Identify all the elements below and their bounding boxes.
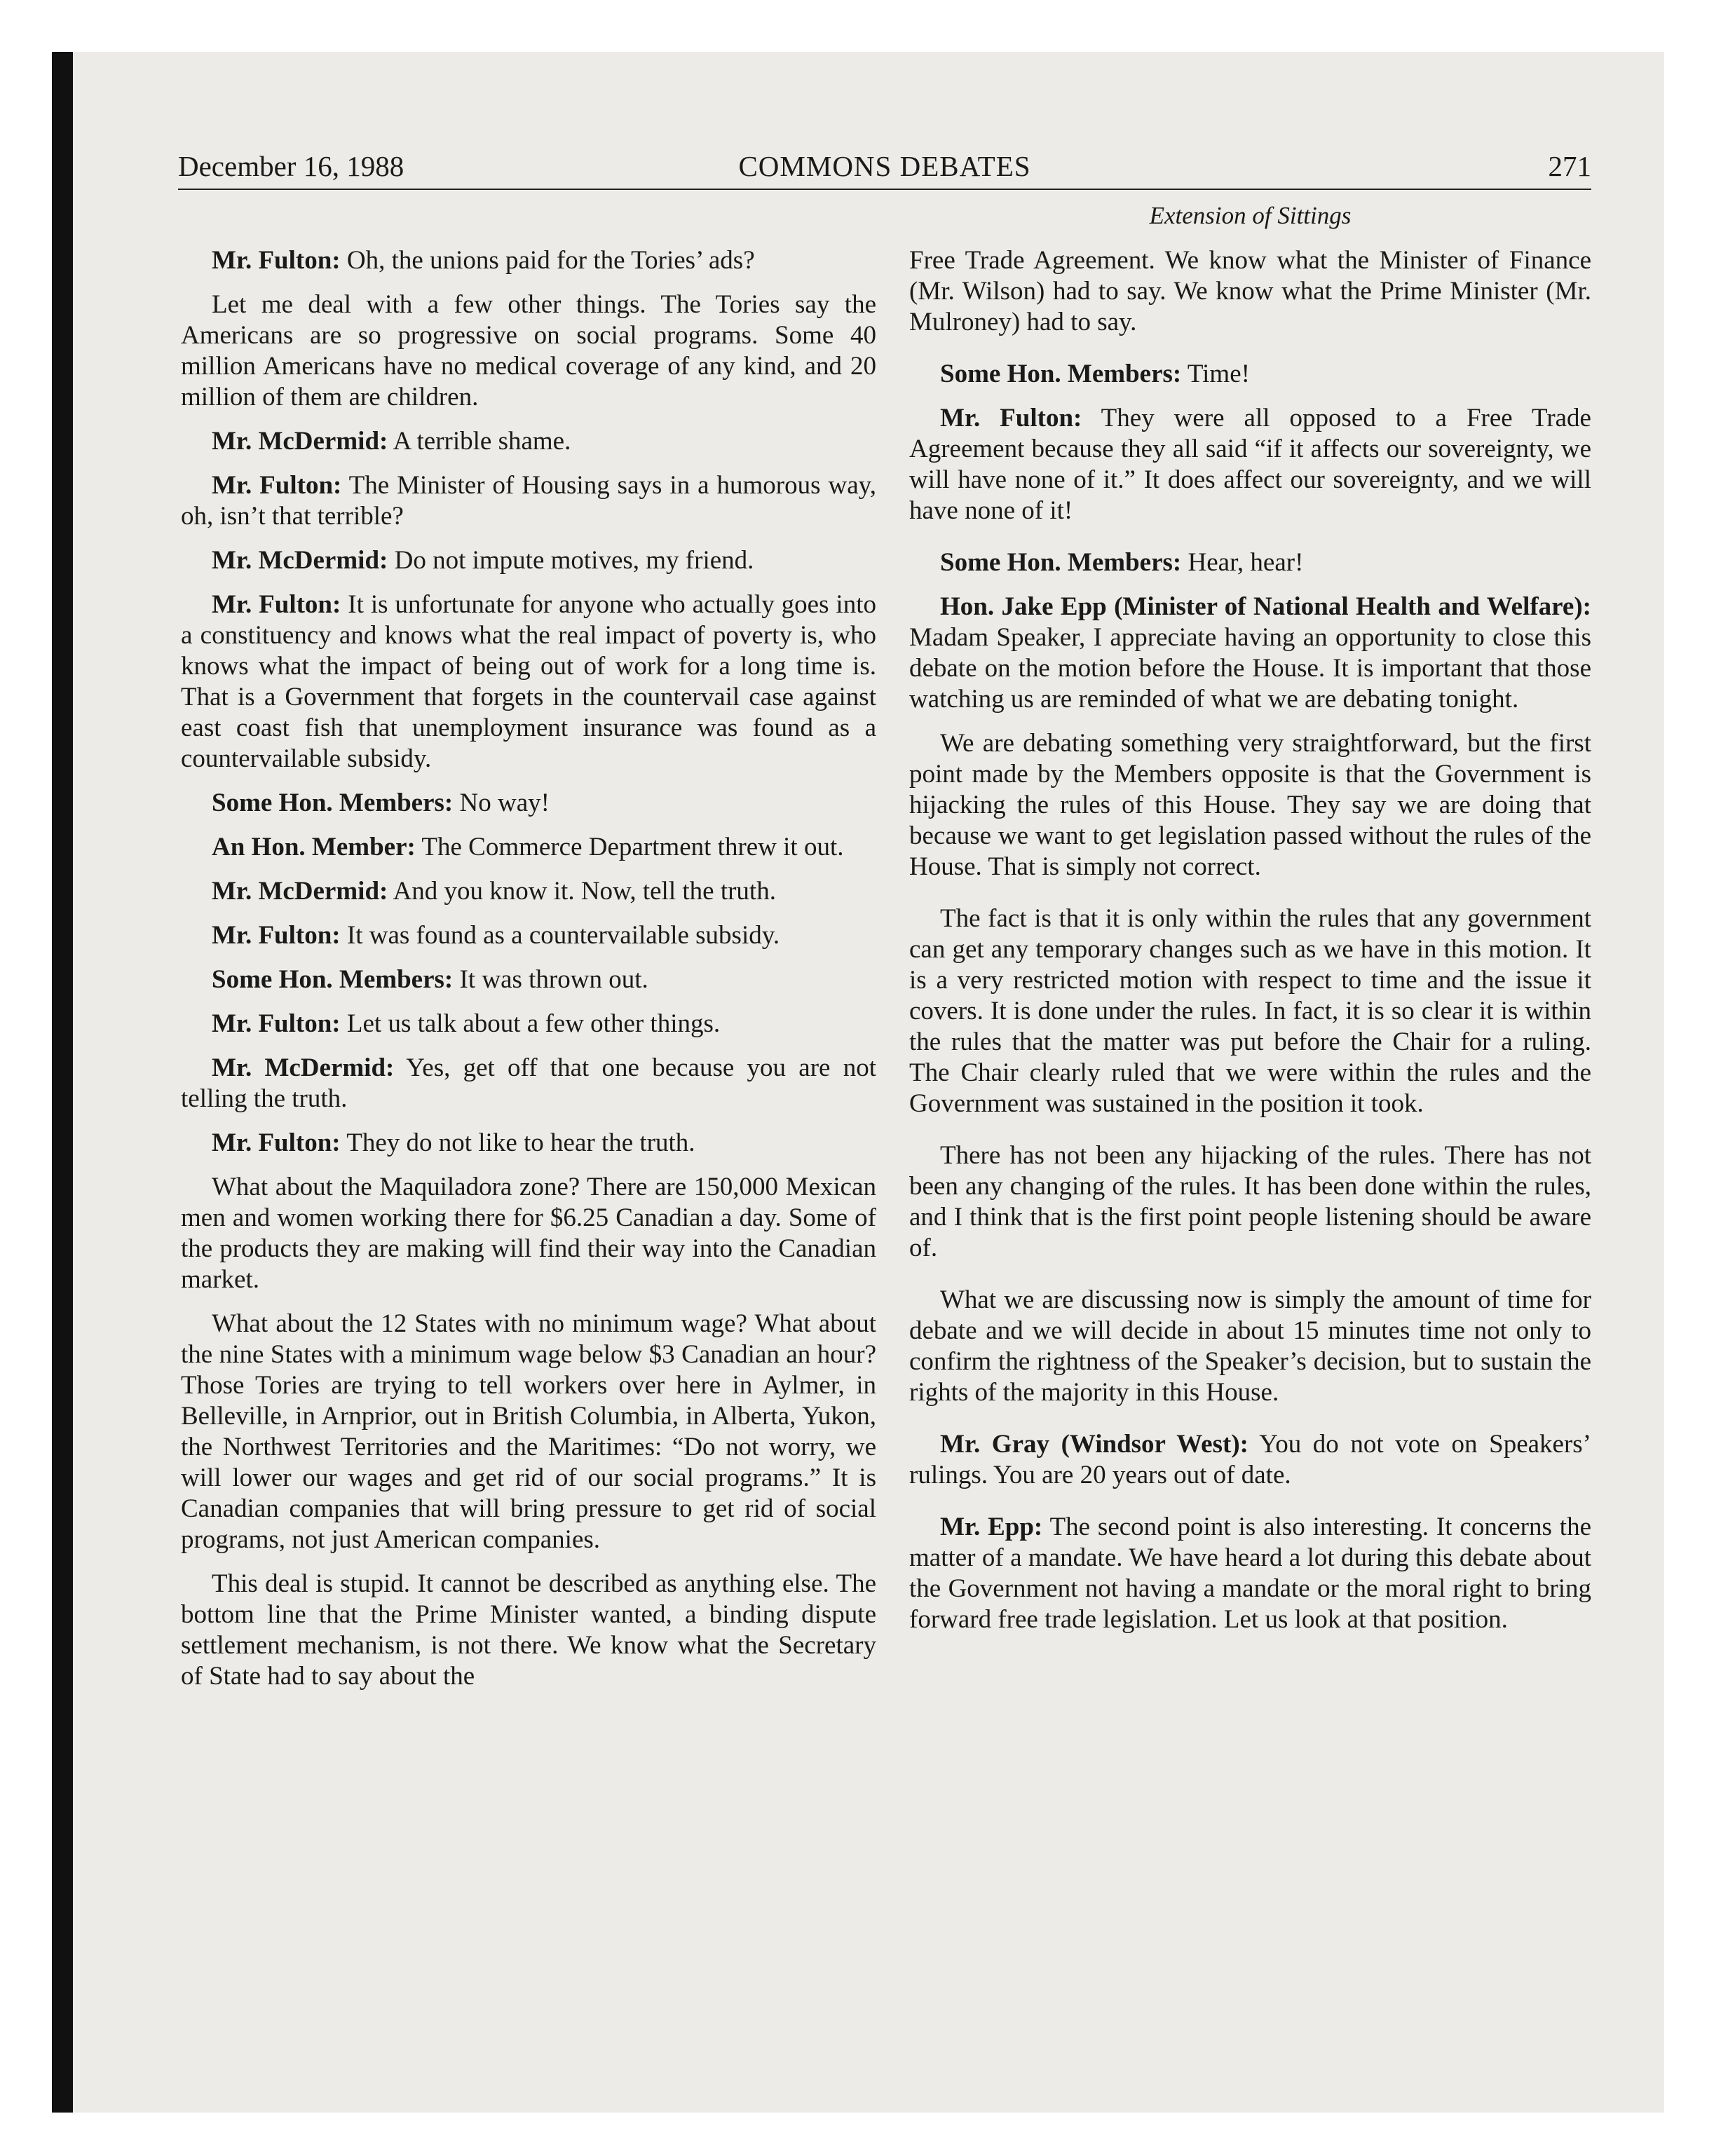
section-title: Extension of Sittings	[1149, 202, 1352, 229]
paragraph	[181, 964, 876, 995]
speaker-name: Mr. McDermid:	[212, 1053, 395, 1082]
paragraph	[909, 403, 1591, 526]
speaker-name: Hon. Jake Epp (Minister of National Health and Welfare):	[940, 592, 1591, 621]
speech-text: This deal is stupid. It cannot be described as anything else. The bottom line that the Prime Minister wanted, a binding dispute settlement mechanism, is not there. We know what the Secretary of State had to say about the	[181, 1569, 876, 1691]
paragraph	[181, 245, 876, 276]
speaker-name: Mr. McDermid:	[212, 877, 388, 906]
speech-text: The fact is that it is only within the rules that any government can get any temporary changes such as we have in this motion. It is a very restricted motion with respect to time and the issue it covers. It is done under the rules. In fact, it is so clear it is within the rules that the matter was put before the Chair for a ruling. The Chair clearly ruled that we were within the rules and the Government was sustained in the position it took.	[909, 904, 1591, 1118]
speaker-name: Some Hon. Members:	[940, 360, 1182, 388]
paragraph	[909, 1140, 1591, 1264]
speech-text: What we are discussing now is simply the amount of time for debate and we will decide in about 15 minutes time not only to confirm the rightness of the Speaker’s decision, but to sustain the rights of the majority in this House.	[909, 1285, 1591, 1407]
speaker-name: Mr. Fulton:	[212, 1128, 341, 1157]
speaker-name: An Hon. Member:	[212, 833, 416, 861]
speech-text: A terrible shame.	[388, 427, 571, 456]
paragraph	[181, 470, 876, 532]
speaker-name: Mr. Fulton:	[212, 590, 341, 619]
speaker-name: Mr. Fulton:	[212, 1009, 341, 1038]
paragraph	[181, 1309, 876, 1555]
paragraph	[181, 1172, 876, 1295]
speaker-name: Mr. Fulton:	[212, 246, 341, 275]
paragraph	[181, 920, 876, 951]
paragraph	[181, 1569, 876, 1692]
speaker-name: Mr. McDermid:	[212, 427, 388, 456]
speech-text: It was found as a countervailable subsidy.	[340, 921, 780, 950]
page-number: 271	[1548, 150, 1591, 182]
speech-text: The Commerce Department threw it out.	[415, 833, 844, 861]
speech-text: You do not vote on Speakers’ rulings. You are 20 years out of date.	[909, 1430, 1592, 1489]
speech-text: Let me deal with a few other things. The Tories say the Americans are so progressive on social programs. Some 40 million Americans have no medical coverage of any kind, and 20 million of them are children.	[181, 290, 876, 411]
speaker-name: Mr. Fulton:	[212, 921, 341, 950]
speech-text: No way!	[453, 789, 550, 817]
speaker-name: Mr. Epp:	[940, 1513, 1043, 1541]
paragraph	[909, 728, 1591, 882]
speech-text: Madam Speaker, I appreciate having an opportunity to close this debate on the motion before the House. It is important that those watching us are reminded of what we are debating tonight.	[909, 623, 1591, 714]
speech-text: Do not impute motives, my friend.	[388, 546, 754, 575]
scan-border	[52, 52, 73, 2113]
paragraph	[181, 289, 876, 413]
paragraph	[181, 589, 876, 775]
paragraph	[181, 1053, 876, 1114]
speech-text: Oh, the unions paid for the Tories’ ads?	[340, 246, 755, 275]
speech-text: It is unfortunate for anyone who actually goes into a constituency and knows what the real impact of poverty is, who knows what the impact of being out of work for a long time is. That is a Government that forgets in the countervail case against east coast fish that unemployment insurance was found as a countervailable subsidy.	[181, 590, 876, 773]
speech-text: The Minister of Housing says in a humorous way, oh, isn’t that terrible?	[181, 471, 876, 531]
speaker-name: Some Hon. Members:	[212, 789, 454, 817]
paragraph	[181, 426, 876, 457]
speech-text: It was thrown out.	[453, 965, 648, 994]
paragraph	[181, 1009, 876, 1039]
speech-text: What about the 12 States with no minimum wage? What about the nine States with a minimum wage below $3 Canadian an hour? Those Tories are trying to tell workers over here in Aylmer, in Belleville, in Arnprior, out in British Columbia, in Alberta, Yukon, the Northwest Territories and the Maritimes: “Do not worry, we will lower our wages and get rid of our social programs.” It is Canadian companies that will bring pressure to get rid of social programs, not just American companies.	[181, 1309, 876, 1554]
paragraph	[909, 359, 1591, 390]
speaker-name: Mr. Fulton:	[212, 471, 342, 500]
speech-text: Free Trade Agreement. We know what the Minister of Finance (Mr. Wilson) had to say. We know what the Prime Minister (Mr. Mulroney) had to say.	[909, 246, 1591, 336]
paragraph	[909, 1429, 1591, 1491]
speech-text: We are debating something very straightforward, but the first point made by the Members opposite is that the Government is hijacking the rules of this House. They say we are doing that because we want to get legislation passed without the rules of the House. That is simply not correct.	[909, 729, 1591, 881]
speech-text: Time!	[1181, 360, 1250, 388]
speech-text: They do not like to hear the truth.	[340, 1128, 695, 1157]
paragraph	[181, 1128, 876, 1159]
speech-text: The second point is also interesting. It concerns the matter of a mandate. We have heard a lot during this debate about the Government not having a mandate or the moral right to bring forward free trade legislation. Let us look at that position.	[909, 1513, 1592, 1634]
paragraph	[909, 903, 1591, 1119]
header-date: December 16, 1988	[178, 150, 404, 182]
speech-text: And you know it. Now, tell the truth.	[388, 877, 776, 906]
speech-text: Let us talk about a few other things.	[340, 1009, 721, 1038]
header-title: COMMONS DEBATES	[738, 150, 1031, 182]
speaker-name: Some Hon. Members:	[212, 965, 454, 994]
paragraph	[909, 1285, 1591, 1408]
left-column	[181, 245, 876, 1705]
speech-text: What about the Maquiladora zone? There are 150,000 Mexican men and women working there for $6.25 Canadian a day. Some of the products they are making will find their way into the Canadian market.	[181, 1173, 876, 1294]
paragraph	[181, 788, 876, 819]
paragraph	[909, 592, 1591, 715]
paragraph-continued	[909, 245, 1591, 338]
paragraph	[181, 876, 876, 907]
paragraph	[181, 545, 876, 576]
speaker-name: Mr. Gray (Windsor West):	[940, 1430, 1248, 1459]
paragraph	[909, 547, 1591, 578]
speech-text: There has not been any hijacking of the rules. There has not been any changing of the rules. It has been done within the rules, and I think that is the first point people listening should be aware of.	[909, 1141, 1591, 1262]
paragraph	[909, 1512, 1591, 1635]
right-column	[909, 245, 1591, 1649]
speaker-name: Mr. McDermid:	[212, 546, 388, 575]
speaker-name: Some Hon. Members:	[940, 548, 1182, 577]
page-header	[178, 149, 1591, 190]
paragraph	[181, 832, 876, 863]
speech-text: Yes, get off that one because you are not telling the truth.	[181, 1053, 876, 1113]
speech-text: Hear, hear!	[1181, 548, 1304, 577]
speech-text: They were all opposed to a Free Trade Agreement because they all said “if it affects our sovereignty, we will have none of it.” It does affect our sovereignty, and we will have none of it!	[909, 404, 1591, 525]
speaker-name: Mr. Fulton:	[940, 404, 1082, 432]
